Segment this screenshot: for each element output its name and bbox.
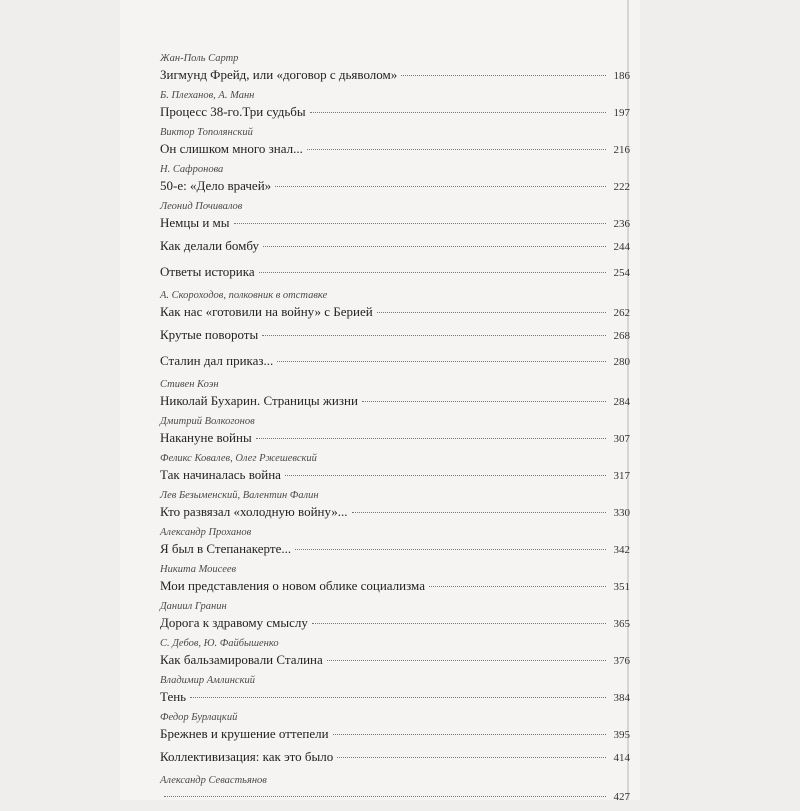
toc-entry-author: Стивен Коэн [160, 379, 219, 390]
toc-entry-title: Дорога к здравому смыслу [160, 615, 308, 630]
toc-entry-author: А. Скороходов, полковник в отставке [160, 290, 328, 301]
toc-entry [160, 748, 630, 774]
toc-entry-line [160, 748, 630, 766]
toc-entry-author: Владимир Амлинский [160, 675, 255, 686]
toc-entry-line [160, 352, 630, 370]
toc-entry-title: Как делали бомбу [160, 238, 259, 253]
toc-entry-line [160, 103, 630, 121]
dot-leader [285, 475, 606, 476]
toc-entry-page-number: 351 [613, 581, 630, 593]
toc-entry-title: Ответы историка [160, 264, 255, 279]
toc-entry-page-number: 365 [613, 618, 630, 630]
toc-entry [160, 637, 630, 674]
toc-entry-title: Процесс 38-го.Три судьбы [160, 104, 306, 119]
toc-entry-author: Б. Плеханов, А. Манн [160, 90, 255, 101]
toc-entry-author: Н. Сафронова [160, 164, 224, 175]
toc-entry-page-number: 376 [613, 655, 630, 667]
toc-entry-page-number: 197 [613, 107, 630, 119]
toc-entry-title: Накануне войны [160, 430, 252, 445]
dot-leader [362, 401, 606, 402]
toc-entry [160, 326, 630, 352]
toc-entry-title: Коллективизация: как это было [160, 749, 334, 764]
toc-entry-page-number: 244 [613, 241, 630, 253]
dot-leader [275, 186, 606, 187]
toc-entry-line [160, 614, 630, 632]
toc-entry-line [160, 303, 630, 321]
toc-entry [160, 200, 630, 237]
toc-entry-page-number: 307 [613, 433, 630, 445]
toc-entry-author: Никита Моисеев [160, 564, 237, 575]
toc-entry-line [160, 66, 630, 84]
toc-entry-page-number: 262 [613, 307, 630, 319]
dot-leader [377, 312, 606, 313]
dot-leader [312, 623, 606, 624]
dot-leader [259, 272, 606, 273]
toc-entry-page-number: 384 [613, 692, 630, 704]
toc-entry [160, 289, 630, 326]
dot-leader [352, 512, 606, 513]
toc-entry [160, 600, 630, 637]
toc-entry [160, 352, 630, 378]
toc-entry-page-number: 268 [613, 330, 630, 342]
toc-entry-title: Немцы и мы [160, 215, 230, 230]
toc-entry-line [160, 177, 630, 195]
toc-entry-title: Тень [160, 689, 187, 704]
dot-leader [333, 734, 606, 735]
toc-entry-line [160, 326, 630, 344]
toc-entry-page-number: 186 [613, 70, 630, 82]
dot-leader [310, 112, 606, 113]
toc-entry [160, 711, 630, 748]
toc-entry-page-number: 395 [613, 729, 630, 741]
toc-entry [160, 126, 630, 163]
dot-leader [277, 361, 606, 362]
toc-entry-page-number: 317 [613, 470, 630, 482]
toc-entry-page-number: 280 [613, 356, 630, 368]
dot-leader [429, 586, 606, 587]
toc-entry-author: Федор Бурлацкий [160, 712, 238, 723]
toc-entry-line [160, 214, 630, 232]
toc-entry-line [160, 688, 630, 706]
toc-entry-line [160, 503, 630, 521]
toc-entry-line [160, 392, 630, 410]
toc-entry [160, 452, 630, 489]
toc-entry [160, 378, 630, 415]
toc-entry [160, 674, 630, 711]
toc-entry-title: Сталин дал приказ... [160, 353, 274, 368]
toc-entry [160, 237, 630, 263]
dot-leader [234, 223, 607, 224]
toc-entry [160, 163, 630, 200]
toc-entry-author: С. Дебов, Ю. Файбышенко [160, 638, 279, 649]
toc-entry-page-number: 330 [613, 507, 630, 519]
table-of-contents [160, 52, 630, 811]
toc-entry [160, 563, 630, 600]
toc-entry-author: Феликс Ковалев, Олег Ржешевский [160, 453, 317, 464]
toc-entry-line [160, 725, 630, 743]
toc-entry-page-number: 284 [613, 396, 630, 408]
toc-entry-page-number: 216 [613, 144, 630, 156]
toc-entry [160, 415, 630, 452]
toc-entry-author: Александр Проханов [160, 527, 252, 538]
toc-entry-line [160, 577, 630, 595]
toc-entry-page-number: 236 [613, 218, 630, 230]
dot-leader [337, 757, 606, 758]
toc-entry-page-number: 427 [613, 791, 630, 803]
dot-leader [401, 75, 606, 76]
dot-leader [164, 796, 606, 797]
toc-entry-title: Он слишком много знал... [160, 141, 303, 156]
toc-entry [160, 89, 630, 126]
toc-entry-line [160, 263, 630, 281]
toc-entry-author: Даниил Гранин [160, 601, 227, 612]
toc-entry-title: Брежнев и крушение оттепели [160, 726, 329, 741]
toc-entry-line [160, 140, 630, 158]
toc-entry-author: Дмитрий Волкогонов [160, 416, 255, 427]
toc-entry-title: Зигмунд Фрейд, или «договор с дьяволом» [160, 67, 398, 82]
toc-entry-title: Крутые повороты [160, 327, 259, 342]
toc-entry-page-number: 342 [613, 544, 630, 556]
toc-entry-author: Александр Севастьянов [160, 775, 267, 786]
toc-entry-line [160, 788, 630, 806]
toc-entry [160, 263, 630, 289]
toc-entry-page-number: 414 [613, 752, 630, 764]
toc-entry-title: Кто развязал «холодную войну»... [160, 504, 348, 519]
toc-entry-page-number: 222 [613, 181, 630, 193]
toc-entry-author: Виктор Тополянский [160, 127, 253, 138]
dot-leader [295, 549, 606, 550]
toc-entry-title: 50-е: «Дело врачей» [160, 178, 272, 193]
dot-leader [263, 246, 606, 247]
toc-entry-title: Николай Бухарин. Страницы жизни [160, 393, 358, 408]
dot-leader [327, 660, 606, 661]
toc-entry-author: Леонид Почивалов [160, 201, 243, 212]
dot-leader [262, 335, 606, 336]
toc-entry-line [160, 466, 630, 484]
toc-entry [160, 526, 630, 563]
toc-entry-page-number: 254 [613, 267, 630, 279]
dot-leader [256, 438, 606, 439]
toc-entry [160, 774, 630, 811]
toc-entry-title: Мои представления о новом облике социализма [160, 578, 425, 593]
toc-entry-title: Как бальзамировали Сталина [160, 652, 323, 667]
toc-entry-title: Я был в Степанакерте... [160, 541, 292, 556]
toc-entry-line [160, 540, 630, 558]
toc-entry-author: Лев Безыменский, Валентин Фалин [160, 490, 319, 501]
dot-leader [307, 149, 606, 150]
toc-entry-line [160, 651, 630, 669]
toc-entry-title: Как нас «готовили на войну» с Берией [160, 304, 373, 319]
toc-entry [160, 52, 630, 89]
toc-entry-line [160, 237, 630, 255]
toc-entry-author: Жан-Поль Сартр [160, 53, 239, 64]
toc-entry [160, 489, 630, 526]
dot-leader [190, 697, 606, 698]
toc-entry-title: Так начиналась война [160, 467, 281, 482]
toc-entry-line [160, 429, 630, 447]
